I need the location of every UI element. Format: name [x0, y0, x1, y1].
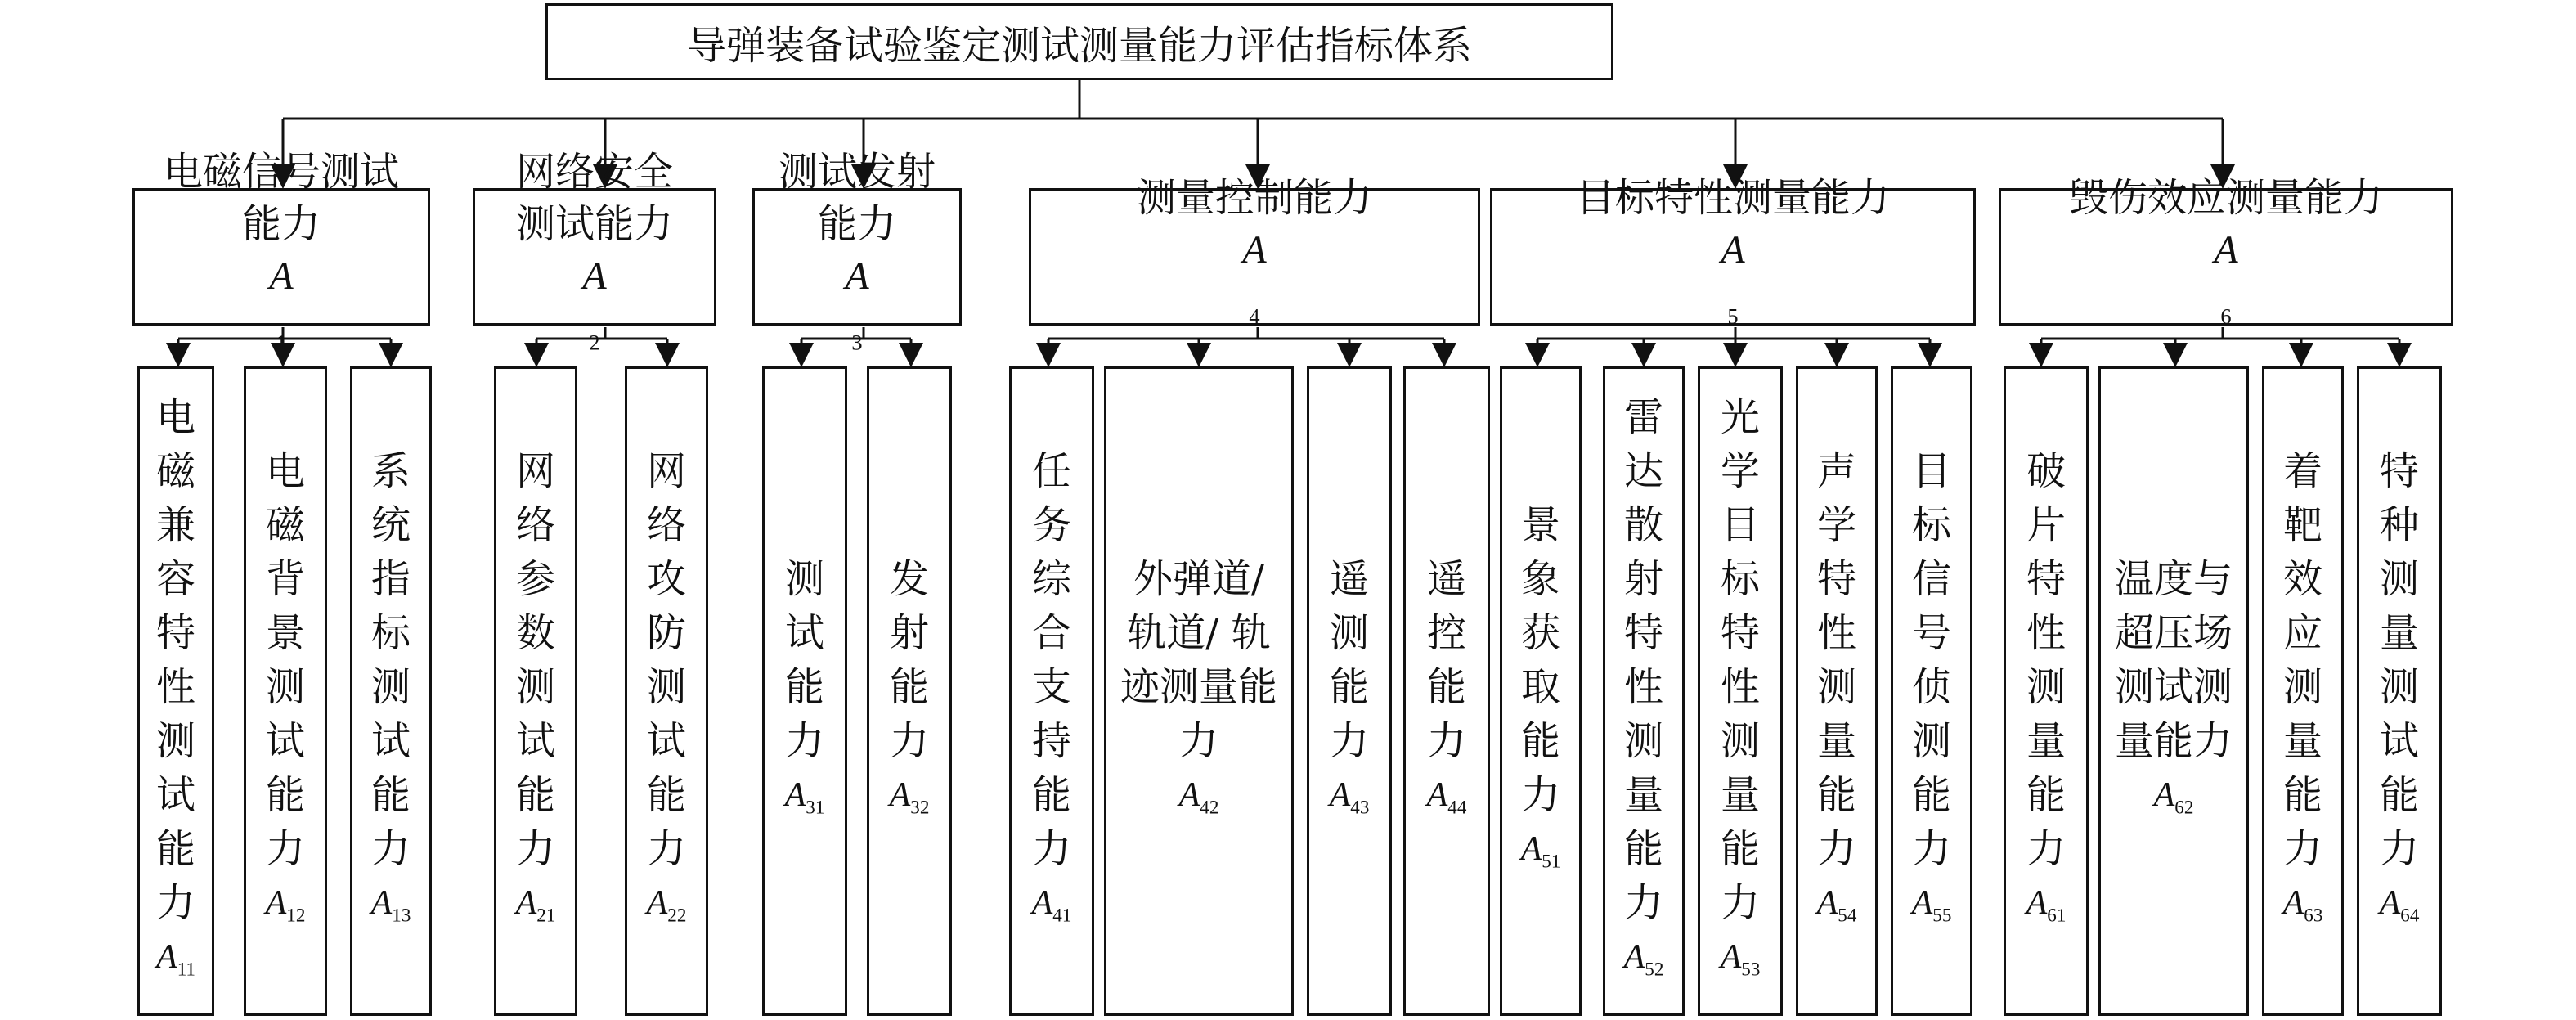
sub-indicator-A31	[762, 366, 847, 1016]
indicator-code	[2154, 771, 2194, 830]
indicator-code	[2026, 879, 2067, 938]
code-subscript: 44	[1447, 796, 1467, 818]
label-char: 迹测量能	[1120, 663, 1277, 710]
indicator-code	[164, 250, 399, 369]
label-char: 测	[265, 663, 305, 710]
label-char: 量能力	[2114, 717, 2233, 764]
label-char: 获	[1520, 609, 1560, 656]
code-subscript: 51	[1542, 850, 1561, 872]
label-char: 射	[889, 609, 929, 656]
code-subscript: 53	[1741, 958, 1761, 980]
indicator-code	[371, 879, 411, 938]
label-char: 试	[265, 717, 305, 764]
code-letter: A	[1816, 883, 1838, 922]
sub-indicator-A64	[2357, 366, 2442, 1016]
label-char: 络	[515, 501, 555, 548]
sub-indicator-A12	[244, 366, 327, 1016]
indicator-code	[785, 771, 825, 830]
code-subscript: 6	[2220, 303, 2232, 329]
sub-indicator-A42	[1104, 366, 1294, 1016]
label-char: 数	[515, 609, 555, 656]
label-char: 测	[1329, 609, 1369, 656]
label-char: 网	[515, 447, 555, 494]
code-letter: A	[1329, 775, 1351, 814]
label-char: 取	[1520, 663, 1560, 710]
label-char: 力	[265, 825, 305, 872]
label-char: 特	[2026, 555, 2066, 602]
label-char: 测	[784, 555, 824, 602]
sub-indicator-A21	[494, 366, 577, 1016]
code-subscript: 3	[851, 330, 863, 355]
indicator-label	[1576, 172, 1890, 343]
code-subscript: 21	[536, 904, 556, 926]
sub-indicator-label	[2380, 444, 2419, 876]
label-char: 能	[889, 663, 929, 710]
code-letter: A	[2153, 775, 2175, 814]
label-char: 景	[265, 609, 305, 656]
label-char: 测	[370, 663, 411, 710]
label-char: 测	[646, 663, 686, 710]
code-subscript: 41	[1052, 904, 1072, 926]
code-subscript: 63	[2304, 904, 2323, 926]
code-letter: A	[269, 254, 294, 298]
label-char: 能	[515, 771, 555, 818]
indicator-code	[1912, 879, 1952, 938]
label-char: 测试测	[2114, 663, 2233, 710]
root-node	[545, 3, 1613, 80]
label-char: 量	[1816, 717, 1856, 764]
label-char: 着	[2282, 447, 2322, 494]
label-char: 磁	[155, 447, 195, 494]
label-char: 力	[646, 825, 686, 872]
label-char: 特	[155, 609, 195, 656]
sub-indicator-label	[785, 552, 824, 768]
label-line: 能力 A $_1$	[164, 198, 399, 369]
label-line: 电磁信号测试	[163, 148, 399, 195]
sub-indicator-label	[516, 444, 555, 876]
label-char: 测	[1720, 717, 1760, 764]
label-char: 能	[370, 771, 411, 818]
sub-indicator-A43	[1307, 366, 1392, 1016]
label-char: 能	[1623, 825, 1663, 872]
label-char: 遥	[1329, 555, 1369, 602]
code-subscript: 32	[910, 796, 930, 818]
label-char: 光	[1720, 393, 1760, 440]
indicator-A1	[132, 148, 430, 355]
label-char: 能	[1031, 771, 1071, 818]
code-letter: A	[1178, 775, 1200, 814]
label-char: 务	[1031, 501, 1071, 548]
code-letter: A	[1623, 937, 1645, 976]
label-char: 能	[1816, 771, 1856, 818]
label-char: 综	[1031, 555, 1071, 602]
code-letter: A	[370, 883, 393, 922]
label-char: 能	[1520, 717, 1560, 764]
label-char: 测	[2379, 663, 2419, 710]
indicator-label	[164, 146, 399, 369]
label-char: 声	[1816, 447, 1856, 494]
label-char: 络	[646, 501, 686, 548]
code-letter: A	[582, 254, 607, 298]
label-char: 破	[2026, 447, 2066, 494]
label-char: 力	[1911, 825, 1951, 872]
label-char: 雷	[1623, 393, 1663, 440]
label-line: 测试发射	[778, 148, 936, 195]
sub-indicator-A13	[350, 366, 432, 1016]
indicator-code	[2069, 224, 2383, 343]
label-char: 网	[646, 447, 686, 494]
sub-indicator-label	[156, 390, 195, 930]
label-char: 力	[1329, 717, 1369, 764]
label-char: 力	[2379, 825, 2419, 872]
label-char: 靶	[2282, 501, 2322, 548]
label-char: 力	[2026, 825, 2066, 872]
indicator-code	[1721, 933, 1761, 992]
label-char: 应	[2282, 609, 2322, 656]
code-letter: A	[2282, 883, 2304, 922]
label-char: 达	[1623, 447, 1663, 494]
sub-indicator-label	[890, 552, 929, 768]
label-char: 标	[1720, 555, 1760, 602]
label-char: 指	[370, 555, 411, 602]
code-subscript: 64	[2400, 904, 2420, 926]
label-char: 电	[265, 447, 305, 494]
root-title: 导弹装备试验鉴定测试测量能力评估指标体系	[686, 22, 1472, 69]
code-letter: A	[2026, 883, 2048, 922]
code-letter: A	[156, 937, 177, 976]
label-char: 测	[2379, 555, 2419, 602]
sub-indicator-label	[266, 444, 305, 876]
label-char: 能	[155, 825, 195, 872]
indicator-code	[647, 879, 687, 938]
label-char: 标	[370, 609, 411, 656]
label-char: 参	[515, 555, 555, 602]
label-char: 号	[1911, 609, 1951, 656]
label-char: 力	[1426, 717, 1466, 764]
label-char: 侦	[1911, 663, 1951, 710]
sub-indicator-A54	[1796, 366, 1878, 1016]
label-char: 片	[2026, 501, 2066, 548]
label-char: 遥	[1426, 555, 1466, 602]
code-subscript: 2	[589, 330, 600, 355]
label-char: 测	[1816, 663, 1856, 710]
sub-indicator-label	[2026, 444, 2066, 876]
label-char: 性	[2026, 609, 2066, 656]
label-char: 景	[1520, 501, 1560, 548]
code-letter: A	[1721, 227, 1745, 272]
code-subscript: 22	[667, 904, 687, 926]
label-char: 支	[1031, 663, 1071, 710]
indicator-code	[1576, 224, 1890, 343]
label-char: 测	[515, 663, 555, 710]
sub-indicator-A51	[1500, 366, 1582, 1016]
code-letter: A	[515, 883, 537, 922]
code-subscript: 11	[177, 958, 195, 980]
label-char: 力	[370, 825, 411, 872]
label-char: 性	[155, 663, 195, 710]
label-char: 效	[2282, 555, 2322, 602]
sub-indicator-label	[1721, 390, 1760, 930]
label-char: 磁	[265, 501, 305, 548]
label-char: 合	[1031, 609, 1071, 656]
label-line: 目标特性测量能力 A $_5$	[1576, 172, 1890, 343]
code-letter: A	[2379, 883, 2401, 922]
code-subscript: 31	[806, 796, 825, 818]
indicator-code	[156, 933, 195, 992]
label-char: 信	[1911, 555, 1951, 602]
label-char: 量	[2282, 717, 2322, 764]
label-char: 力	[1031, 825, 1071, 872]
indicator-code	[266, 879, 306, 938]
label-char: 试	[646, 717, 686, 764]
sub-indicator-A11	[137, 366, 214, 1016]
label-char: 容	[155, 555, 195, 602]
label-char: 试	[155, 771, 195, 818]
code-subscript: 4	[1249, 303, 1260, 329]
label-char: 外弹道/	[1133, 555, 1265, 602]
indicator-code	[516, 250, 673, 369]
label-char: 能	[2026, 771, 2066, 818]
indicator-code	[1179, 771, 1219, 830]
code-letter: A	[1720, 937, 1742, 976]
label-line: 毁伤效应测量能力 A $_6$	[2069, 172, 2383, 343]
sub-indicator-label	[1624, 390, 1663, 930]
label-char: 测	[1911, 717, 1951, 764]
label-char: 能	[2282, 771, 2322, 818]
label-char: 试	[515, 717, 555, 764]
code-subscript: 5	[1727, 303, 1739, 329]
code-subscript: 61	[2047, 904, 2067, 926]
code-letter: A	[2214, 227, 2238, 272]
sub-indicator-label	[647, 444, 686, 876]
label-char: 学	[1720, 447, 1760, 494]
label-char: 能	[1720, 825, 1760, 872]
code-letter: A	[646, 883, 668, 922]
label-line: 网络安全	[515, 148, 673, 195]
label-char: 量	[1623, 771, 1663, 818]
sub-indicator-label	[1032, 444, 1071, 876]
label-char: 力	[2282, 825, 2322, 872]
code-letter: A	[1426, 775, 1448, 814]
label-char: 力	[1720, 879, 1760, 926]
sub-indicator-A53	[1698, 366, 1783, 1016]
label-char: 背	[265, 555, 305, 602]
code-letter: A	[1242, 227, 1267, 272]
sub-indicator-A55	[1891, 366, 1972, 1016]
label-char: 电	[155, 393, 195, 440]
label-char: 力	[784, 717, 824, 764]
indicator-A6	[1999, 174, 2453, 329]
code-letter: A	[889, 775, 911, 814]
label-char: 象	[1520, 555, 1560, 602]
code-subscript: 1	[276, 330, 287, 355]
code-subscript: 12	[286, 904, 306, 926]
sub-indicator-A22	[625, 366, 708, 1016]
indicator-label	[516, 146, 673, 369]
label-char: 任	[1031, 447, 1071, 494]
label-char: 力	[1178, 717, 1218, 764]
code-letter: A	[1911, 883, 1933, 922]
indicator-A4	[1029, 174, 1480, 329]
code-letter: A	[265, 883, 287, 922]
label-char: 发	[889, 555, 929, 602]
label-char: 试	[2379, 717, 2419, 764]
label-line: 测试能力 A $_2$	[516, 198, 673, 369]
label-char: 性	[1623, 663, 1663, 710]
label-char: 能	[2379, 771, 2419, 818]
label-char: 特	[1720, 609, 1760, 656]
indicator-code	[1624, 933, 1664, 992]
indicator-label	[1137, 172, 1372, 343]
label-char: 力	[1623, 879, 1663, 926]
code-letter: A	[1520, 829, 1542, 868]
label-char: 射	[1623, 555, 1663, 602]
label-char: 温度与	[2114, 555, 2233, 602]
label-char: 测	[1623, 717, 1663, 764]
label-line: 能力 A $_3$	[779, 198, 936, 369]
sub-indicator-label	[1912, 444, 1951, 876]
label-char: 特	[1623, 609, 1663, 656]
sub-indicator-A41	[1009, 366, 1094, 1016]
indicator-code	[1427, 771, 1467, 830]
label-char: 兼	[155, 501, 195, 548]
label-char: 能	[1329, 663, 1369, 710]
sub-indicator-A61	[2004, 366, 2089, 1016]
sub-indicator-A62	[2098, 366, 2249, 1016]
indicator-code	[1032, 879, 1072, 938]
label-char: 性	[1816, 609, 1856, 656]
label-char: 目	[1911, 447, 1951, 494]
label-char: 统	[370, 501, 411, 548]
code-subscript: 55	[1932, 904, 1952, 926]
label-char: 量	[2379, 609, 2419, 656]
label-char: 轨道/ 轨	[1127, 609, 1271, 656]
code-letter: A	[1031, 883, 1053, 922]
indicator-label	[2069, 172, 2383, 343]
code-subscript: 54	[1838, 904, 1857, 926]
label-char: 散	[1623, 501, 1663, 548]
indicator-code	[779, 250, 936, 369]
label-line: 测量控制能力 A $_4$	[1137, 172, 1372, 343]
label-char: 量	[2026, 717, 2066, 764]
sub-indicator-label	[1521, 498, 1560, 822]
sub-indicator-label	[1817, 444, 1856, 876]
indicator-code	[1521, 825, 1561, 884]
sub-indicator-A63	[2262, 366, 2344, 1016]
indicator-code	[2380, 879, 2420, 938]
label-char: 试	[370, 717, 411, 764]
code-subscript: 13	[392, 904, 411, 926]
indicator-code	[1137, 224, 1372, 343]
label-char: 系	[370, 447, 411, 494]
label-char: 力	[889, 717, 929, 764]
label-char: 能	[1911, 771, 1951, 818]
sub-indicator-label	[2115, 552, 2233, 768]
label-char: 测	[2026, 663, 2066, 710]
sub-indicator-label	[2283, 444, 2322, 876]
label-char: 力	[1520, 771, 1560, 818]
indicator-A5	[1490, 174, 1976, 329]
code-subscript: 42	[1200, 796, 1219, 818]
label-char: 超压场	[2114, 609, 2233, 656]
sub-indicator-A44	[1403, 366, 1490, 1016]
code-subscript: 52	[1645, 958, 1664, 980]
sub-indicator-A52	[1603, 366, 1685, 1016]
indicator-code	[516, 879, 556, 938]
indicator-A3	[752, 148, 962, 355]
label-char: 测	[155, 717, 195, 764]
indicator-code	[1817, 879, 1857, 938]
label-char: 特	[1816, 555, 1856, 602]
code-letter: A	[845, 254, 869, 298]
label-char: 量	[1720, 771, 1760, 818]
label-char: 力	[1816, 825, 1856, 872]
label-char: 能	[1426, 663, 1466, 710]
label-char: 目	[1720, 501, 1760, 548]
code-subscript: 43	[1350, 796, 1370, 818]
label-char: 能	[265, 771, 305, 818]
indicator-label	[779, 146, 936, 369]
label-char: 特	[2379, 447, 2419, 494]
label-char: 攻	[646, 555, 686, 602]
label-char: 力	[515, 825, 555, 872]
code-letter: A	[784, 775, 806, 814]
label-char: 力	[155, 879, 195, 926]
label-char: 持	[1031, 717, 1071, 764]
label-char: 能	[784, 663, 824, 710]
sub-indicator-label	[1330, 552, 1369, 768]
sub-indicator-label	[371, 444, 411, 876]
label-char: 学	[1816, 501, 1856, 548]
label-char: 试	[784, 609, 824, 656]
sub-indicator-label	[1120, 552, 1277, 768]
indicator-code	[2283, 879, 2323, 938]
label-char: 性	[1720, 663, 1760, 710]
indicator-code	[1330, 771, 1370, 830]
sub-indicator-label	[1427, 552, 1466, 768]
label-char: 控	[1426, 609, 1466, 656]
label-char: 种	[2379, 501, 2419, 548]
label-char: 测	[2282, 663, 2322, 710]
label-char: 防	[646, 609, 686, 656]
indicator-code	[890, 771, 930, 830]
code-subscript: 62	[2174, 796, 2194, 818]
label-char: 能	[646, 771, 686, 818]
indicator-A2	[473, 148, 716, 355]
label-char: 标	[1911, 501, 1951, 548]
sub-indicator-A32	[867, 366, 952, 1016]
